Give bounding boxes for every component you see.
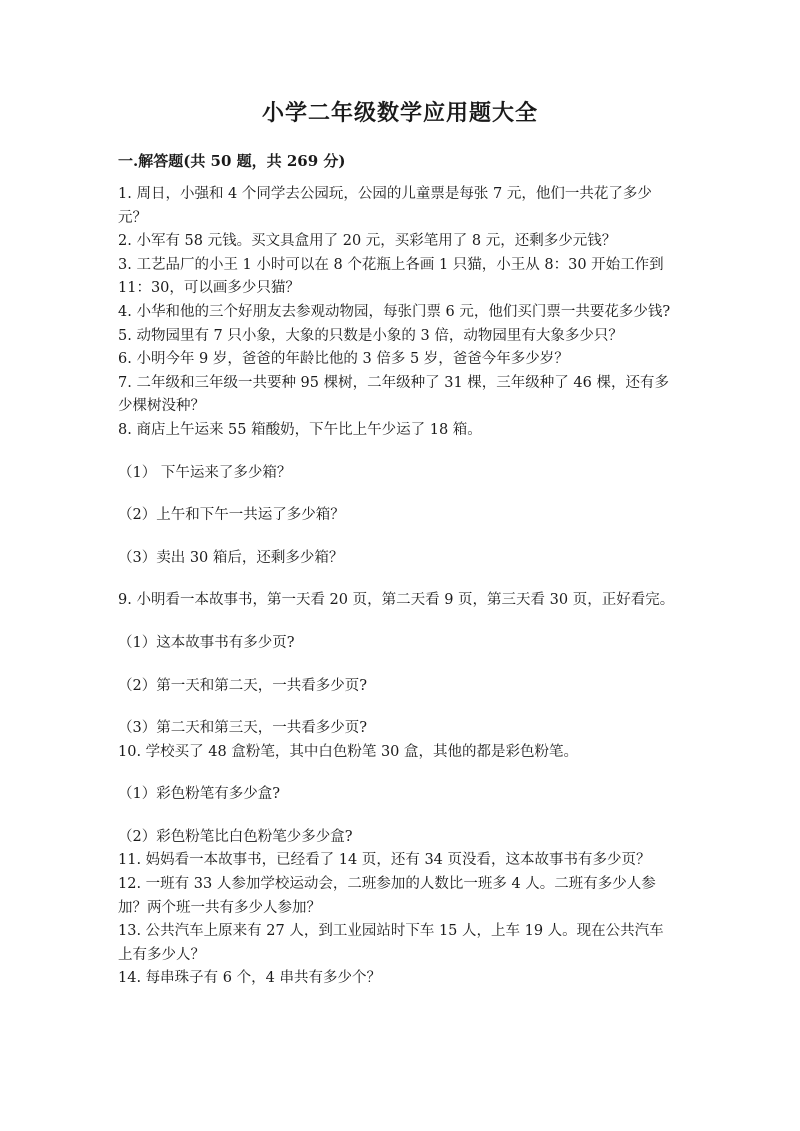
question-list — [118, 183, 678, 991]
sub-question: （1）这本故事书有多少页? — [118, 634, 295, 651]
question-text: 12. 一班有 33 人参加学校运动会，二班参加的人数比一班多 4 人。二班有多少人参加？两个班一共有多少人参加？ — [118, 876, 656, 916]
question-14 — [118, 967, 678, 991]
question-3 — [118, 254, 678, 301]
question-6 — [118, 348, 678, 372]
sub-question: （3）卖出 30 箱后，还剩多少箱？ — [118, 549, 344, 566]
question-text: 2. 小军有 58 元钱。买文具盒用了 20 元，买彩笔用了 8 元，还剩多少元钱？ — [118, 233, 617, 250]
sub-question: （2）彩色粉笔比白色粉笔少多少盒? — [118, 828, 353, 845]
question-4 — [118, 301, 678, 325]
question-text: 4. 小华和他的三个好朋友去参观动物园，每张门票 6 元，他们买门票一共要花多少钱? — [118, 303, 671, 320]
sub-question: （2）第一天和第二天，一共看多少页? — [118, 677, 367, 694]
sub-question: （2）上午和下午一共运了多少箱？ — [118, 507, 345, 524]
question-text: 1. 周日，小强和 4 个同学去公园玩，公园的儿童票是每张 7 元，他们一共花了多少元？ — [118, 186, 652, 226]
question-text: 9. 小明看一本故事书，第一天看 20 页，第二天看 9 页，第三天看 30 页，正好看完。 — [118, 592, 675, 609]
sub-question: （1）彩色粉笔有多少盒? — [118, 786, 280, 803]
question-10 — [118, 741, 678, 850]
question-text: 3. 工艺品厂的小王 1 小时可以在 8 个花瓶上各画 1 只猫，小王从 8：30 开始工作到 11：30，可以画多少只猫？ — [118, 256, 664, 297]
question-text: 5. 动物园里有 7 只小象，大象的只数是小象的 3 倍，动物园里有大象多少只？ — [118, 327, 623, 344]
question-text: 10. 学校买了 48 盒粉笔，其中白色粉笔 30 盒，其他的都是彩色粉笔。 — [118, 743, 579, 760]
question-7 — [118, 372, 678, 419]
question-text: 8. 商店上午运来 55 箱酸奶，下午比上午少运了 18 箱。 — [118, 421, 482, 438]
question-12 — [118, 873, 678, 920]
question-2 — [118, 230, 678, 254]
document-title: 小学二年级数学应用题大全 — [261, 100, 538, 126]
question-text: 7. 二年级和三年级一共要种 95 棵树，二年级种了 31 棵，三年级种了 46 棵，还有多少棵树没种？ — [118, 374, 669, 415]
question-5 — [118, 325, 678, 349]
question-1 — [118, 183, 678, 230]
sub-question: （1） 下午运来了多少箱？ — [118, 464, 292, 481]
section-heading: 一.解答题(共 50 题，共 269 分) — [118, 152, 346, 170]
question-13 — [118, 920, 678, 967]
question-11 — [118, 849, 678, 873]
question-9 — [118, 589, 678, 740]
sub-question: （3）第二天和第三天，一共看多少页? — [118, 720, 367, 737]
question-text: 13. 公共汽车上原来有 27 人，到工业园站时下车 15 人，上车 19 人。现在公共汽车上有多少人？ — [118, 923, 664, 963]
question-text: 6. 小明今年 9 岁，爸爸的年龄比他的 3 倍多 5 岁，爸爸今年多少岁？ — [118, 351, 569, 368]
question-8 — [118, 419, 678, 570]
question-text: 14. 每串珠子有 6 个，4 串共有多少个？ — [118, 970, 381, 987]
question-text: 11. 妈妈看一本故事书，已经看了 14 页，还有 34 页没看，这本故事书有多少页？ — [118, 852, 651, 869]
